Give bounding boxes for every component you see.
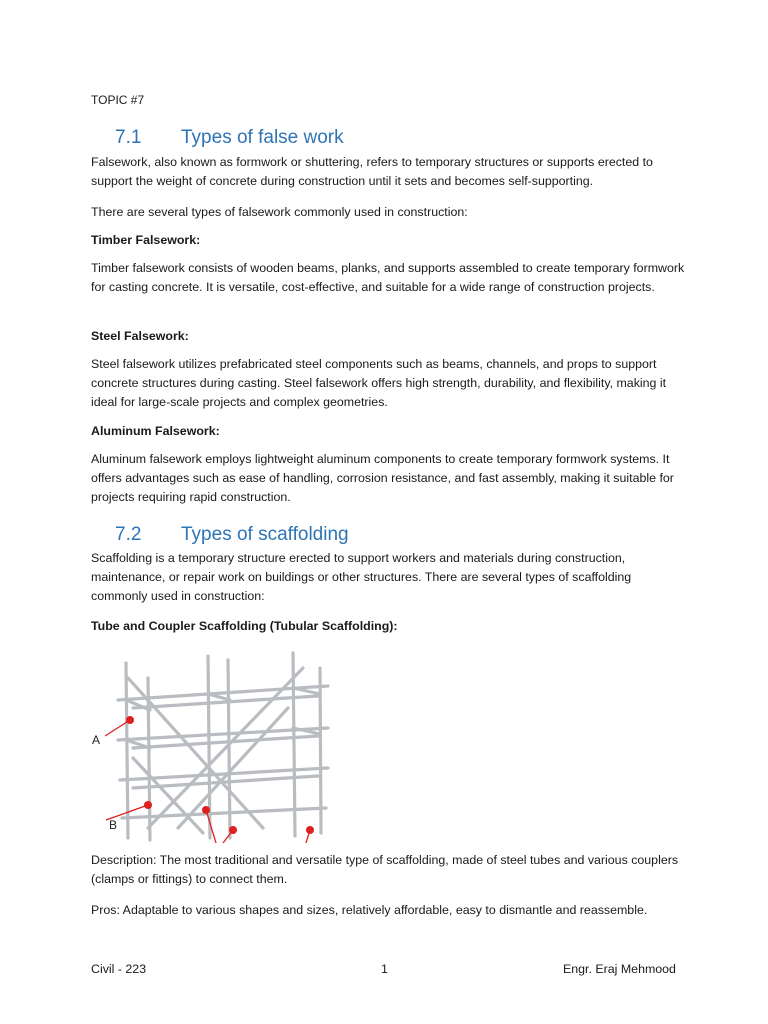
tube-coupler-pros: Pros: Adaptable to various shapes and sizes, relatively affordable, easy to dismantle and reassemble. xyxy=(91,903,648,917)
timber-falsework-paragraph: Timber falsework consists of wooden beams, planks, and supports assembled to create temporary formwork for casting concrete. It is versatile, cost-effective, and suitable for a wide range of construction projects. xyxy=(91,261,685,294)
aluminum-falsework-heading: Aluminum Falsework: xyxy=(91,424,220,438)
tube-coupler-scaffold-figure xyxy=(88,648,333,843)
falsework-types-intro: There are several types of falsework commonly used in construction: xyxy=(91,205,468,219)
figure-label-a: A xyxy=(92,733,101,747)
topic-label: TOPIC #7 xyxy=(91,93,145,107)
timber-falsework-heading: Timber Falsework: xyxy=(91,233,201,247)
section-heading-7-2 xyxy=(115,524,349,546)
tube-coupler-description: Description: The most traditional and versatile type of scaffolding, made of steel tubes and various couplers (clamps or fittings) to connect them. xyxy=(91,853,679,886)
footer-course-code: Civil - 223 xyxy=(91,962,147,976)
scaffold-tubes xyxy=(118,653,328,840)
section-title: Types of scaffolding xyxy=(181,524,349,545)
section-number: 7.2 xyxy=(115,524,142,545)
footer-page-number: 1 xyxy=(381,962,388,976)
section-heading-7-1 xyxy=(115,127,344,149)
steel-falsework-heading: Steel Falsework: xyxy=(91,329,189,343)
steel-falsework-paragraph: Steel falsework utilizes prefabricated steel components such as beams, channels, and props to support concrete structures during casting. Steel falsework offers high strength, durability, and flexibility, making it ideal for large-scale projects and complex geometries. xyxy=(91,357,667,409)
tube-coupler-heading: Tube and Coupler Scaffolding (Tubular Scaffolding): xyxy=(91,619,398,633)
footer-author: Engr. Eraj Mehmood xyxy=(563,962,676,976)
figure-label-b: B xyxy=(109,818,118,832)
aluminum-falsework-paragraph: Aluminum falsework employs lightweight aluminum components to create temporary formwork systems. It offers advantages such as ease of handling, corrosion resistance, and fast assembly, making it suitable for projects requiring rapid construction. xyxy=(91,452,674,504)
falsework-intro-paragraph: Falsework, also known as formwork or shuttering, refers to temporary structures or supports erected to support the weight of concrete during construction until it sets and becomes self-supporting. xyxy=(91,155,653,188)
section-title: Types of false work xyxy=(181,127,344,148)
scaffolding-intro-paragraph: Scaffolding is a temporary structure erected to support workers and materials during construction, maintenance, or repair work on buildings or other structures. There are several types of scaffolding commonly used in construction: xyxy=(91,551,632,603)
section-number: 7.1 xyxy=(115,127,142,148)
